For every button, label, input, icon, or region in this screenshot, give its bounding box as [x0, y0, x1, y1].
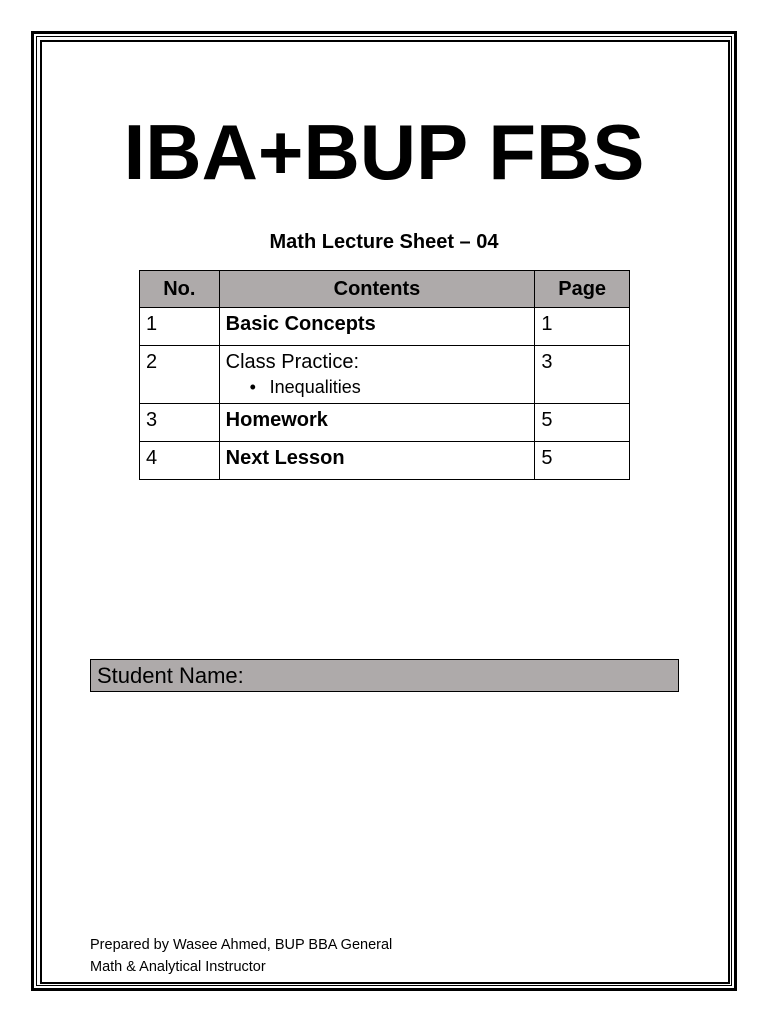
row-number: 4	[140, 442, 220, 480]
row-number: 3	[140, 404, 220, 442]
header-no: No.	[140, 271, 220, 308]
student-name-field	[90, 659, 679, 692]
row-content-title: Class Practice:	[225, 351, 360, 373]
document-title: IBA+BUP FBS	[123, 108, 645, 196]
row-subitem-list	[226, 375, 529, 399]
row-number: 1	[140, 308, 220, 346]
table-row	[140, 442, 630, 480]
footer-line-author: Prepared by Wasee Ahmed, BUP BBA General	[90, 937, 393, 953]
table-row	[140, 404, 630, 442]
row-page: 5	[535, 442, 630, 480]
row-page: 3	[535, 346, 630, 404]
row-content: Basic Concepts	[219, 308, 535, 346]
header-contents: Contents	[219, 271, 535, 308]
row-page: 5	[535, 404, 630, 442]
row-content: Next Lesson	[219, 442, 535, 480]
table-row	[140, 346, 630, 404]
document-subtitle: Math Lecture Sheet – 04	[269, 231, 499, 253]
row-page: 1	[535, 308, 630, 346]
student-name-label: Student Name:	[97, 663, 244, 688]
contents-table	[139, 270, 630, 480]
table-header-row	[140, 271, 630, 308]
row-content	[219, 346, 535, 404]
table-row	[140, 308, 630, 346]
row-content: Homework	[219, 404, 535, 442]
list-item: • Inequalities	[250, 375, 529, 399]
header-page: Page	[535, 271, 630, 308]
document-footer	[90, 934, 392, 978]
footer-line-role: Math & Analytical Instructor	[90, 959, 266, 975]
row-number: 2	[140, 346, 220, 404]
